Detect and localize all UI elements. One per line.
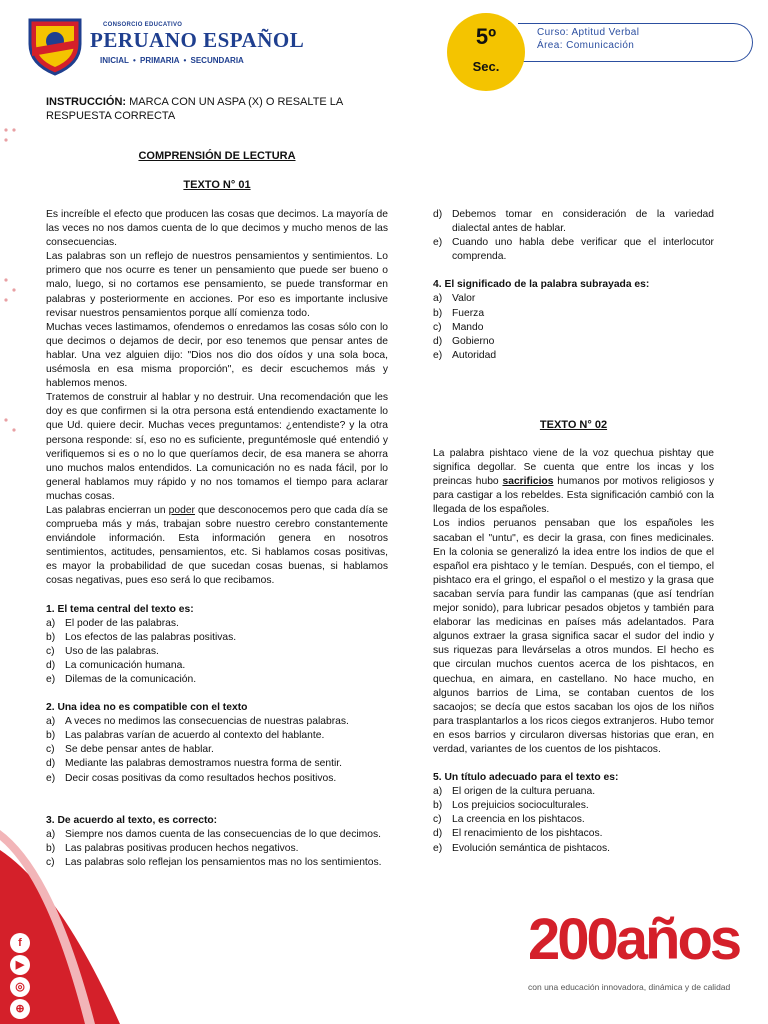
question-5-option[interactable] bbox=[433, 842, 714, 856]
school-shield-logo bbox=[24, 14, 86, 76]
instagram-icon[interactable]: ◎ bbox=[10, 977, 30, 997]
texto-2-paragraph bbox=[433, 447, 714, 517]
option-letter: e) bbox=[46, 772, 56, 784]
question-1-option[interactable] bbox=[46, 617, 388, 631]
question-1-option[interactable] bbox=[46, 673, 388, 687]
option-text: El poder de las palabras. bbox=[65, 617, 179, 629]
option-text: Las palabras varían de acuerdo al contexto del hablante. bbox=[65, 730, 325, 742]
instruction-text: MARCA CON UN ASPA (X) O RESALTE LA RESPUESTA CORRECTA bbox=[46, 96, 343, 122]
consortium-label: CONSORCIO EDUCATIVO bbox=[103, 22, 183, 28]
question-1-option[interactable] bbox=[46, 645, 388, 659]
option-text: El renacimiento de los pishtacos. bbox=[452, 828, 603, 840]
option-text: Las palabras solo reflejan los pensamientos mas no los sentimientos. bbox=[65, 856, 382, 868]
school-levels: INICIAL • PRIMARIA • SECUNDARIA bbox=[100, 56, 244, 65]
course-label: Curso: Aptitud Verbal bbox=[537, 27, 640, 38]
text-run: humanos por motivos religiosos y para castigar a los rebeldes. Esta significación cambió con la llegada de los españoles. bbox=[433, 476, 714, 516]
option-text: Decir cosas positivas da como resultados hechos positivos. bbox=[65, 772, 337, 784]
option-text: Se debe pensar antes de hablar. bbox=[65, 744, 214, 756]
option-text: Los prejuicios socioculturales. bbox=[452, 800, 589, 812]
question-1-option[interactable] bbox=[46, 631, 388, 645]
right-column bbox=[433, 208, 714, 363]
option-letter: b) bbox=[46, 842, 56, 854]
option-letter: c) bbox=[433, 814, 442, 826]
option-letter: d) bbox=[433, 335, 443, 347]
grade-badge bbox=[447, 13, 525, 91]
question-5-option[interactable] bbox=[433, 827, 714, 841]
option-text: Mediante las palabras demostramos nuestra forma de sentir. bbox=[65, 758, 343, 770]
underlined-word: poder bbox=[168, 504, 195, 516]
question-2-title: 2. Una idea no es compatible con el texto bbox=[46, 702, 248, 714]
option-letter: c) bbox=[46, 645, 55, 657]
option-letter: b) bbox=[46, 631, 56, 643]
question-2-option[interactable] bbox=[46, 757, 388, 771]
question-3-option[interactable] bbox=[433, 236, 714, 264]
option-text: A veces no medimos las consecuencias de nuestras palabras. bbox=[65, 716, 349, 728]
question-4-option[interactable] bbox=[433, 321, 714, 335]
question-2-option[interactable] bbox=[46, 772, 388, 786]
option-letter: b) bbox=[433, 800, 443, 812]
option-text: Debemos tomar en consideración de la variedad dialectal antes de hablar. bbox=[452, 209, 714, 235]
instruction bbox=[46, 95, 396, 123]
option-text: Los efectos de las palabras positivas. bbox=[65, 631, 237, 643]
school-name: PERUANO ESPAÑOL bbox=[90, 28, 305, 52]
question-5-option[interactable] bbox=[433, 799, 714, 813]
question-1-option[interactable] bbox=[46, 659, 388, 673]
left-column bbox=[46, 208, 388, 870]
question-1-title: 1. El tema central del texto es: bbox=[46, 603, 194, 615]
option-letter: c) bbox=[46, 856, 55, 868]
option-text: Siempre nos damos cuenta de las consecuencias de lo que decimos. bbox=[65, 828, 381, 840]
text-run: Las palabras encierran un bbox=[46, 504, 169, 516]
question-5-option[interactable] bbox=[433, 785, 714, 799]
decorative-dots bbox=[0, 120, 40, 520]
grade-section: Sec. bbox=[472, 59, 500, 74]
question-5-option[interactable] bbox=[433, 813, 714, 827]
question-3-title: 3. De acuerdo al texto, es correcto: bbox=[46, 814, 218, 826]
option-letter: a) bbox=[433, 786, 443, 798]
grade-number: 5º bbox=[475, 24, 497, 49]
option-letter: d) bbox=[433, 209, 443, 220]
option-letter: c) bbox=[46, 744, 55, 756]
option-letter: e) bbox=[433, 842, 443, 854]
option-letter: a) bbox=[433, 293, 443, 305]
question-4-option[interactable] bbox=[433, 349, 714, 363]
section-title: COMPRENSIÓN DE LECTURA bbox=[138, 150, 296, 162]
right-column-text2 bbox=[433, 447, 714, 856]
youtube-icon[interactable]: ▶ bbox=[10, 955, 30, 975]
underlined-word: sacrificios bbox=[502, 476, 554, 488]
option-text: La comunicación humana. bbox=[65, 659, 186, 671]
option-letter: d) bbox=[46, 758, 56, 770]
option-text: Dilemas de la comunicación. bbox=[65, 674, 197, 685]
texto-2-paragraph: Los indios peruanos pensaban que los españoles les sacaban el "untu", es decir la grasa, con fines medicinales. En la colonia se generalizó la idea entre los indios de que el español era pishtaco y le temían. Después, con el tiempo, el pishtaco era el gringo, el español o el mestizo y la grasa que sacaban servía para fundir las campanas (que así tendrían mejor sonido), para lubricar pesados objetos y también para elaborar las medicinas en países más adelantados. Para algunos extraer la grasa significa sacar el sudor del indio y sus riquezas para llevárselas a otros mundos. El hecho es que circulan muchos cuentos acerca de los pishtacos, en quechua, en aimara, en castellano. No hace mucho, en algunos barrios de Lima, se contaban cuentos de los sacaojos; se decía que estos sacaban los ojos de los niños para trasplantarlos a los ricos ciegos extranjeros. Hubo temor en esos barrios y circularon diversas historias que eran, en verdad, variantes de los cuentos de los pishtacos. bbox=[433, 518, 714, 755]
text-run: que desconocemos pero que cada día se comprueba más y más, trabajan sobre nuestro cerebro constantemente enviándole información. Esta información genera en nosotros sentimientos, actitudes, pensamientos, etc. Si hablamos cosas positivas, es mayor la probabilidad de que sucedan cosas buenas, si hablamos cosas negativas, pues eso será lo que recibamos. bbox=[46, 504, 388, 587]
option-text: Las palabras positivas producen hechos negativos. bbox=[65, 842, 299, 854]
option-text: Mando bbox=[452, 321, 484, 333]
text-run: La palabra pishtaco viene de la voz quechua pishtay que significa degollar. Se cuenta que entre los incas y los preincas hubo bbox=[433, 448, 714, 488]
texto-1-paragraph: Las palabras son un reflejo de nuestros pensamientos y sentimientos. Lo primero que nos ocurre es tener un pensamiento que puede ser bueno o malo, luego, si no cortamos ese pensamiento, se puede transformar en palabras y posteriormente en acciones. Por eso es importante inclusive revisar nuestros pensamientos porque allí comienza todo. bbox=[46, 251, 388, 319]
texto-1-paragraph: Es increíble el efecto que producen las cosas que decimos. La mayoría de las veces no nos damos cuenta de lo que decimos y mucho menos de las consecuencias. bbox=[46, 209, 388, 249]
option-letter: e) bbox=[433, 349, 443, 361]
question-4-title: 4. El significado de la palabra subrayada es: bbox=[433, 279, 650, 291]
texto-1-paragraph: Tratemos de construir al hablar y no destruir. Una recomendación que les doy es que confirmen si la otra persona está entendiendo exactamente lo que Ud. quiere decir. Muchas veces preguntamos: ¿entendiste? y la otra persona responde: sí, eso no es suficiente, preguntémosle qué entendió y verifiquemos si es o no lo que queríamos decir, de esa manera se ahorra uno muchos malos entendidos. La comunicación no es nada fácil, por lo general hablamos muy rápido y no nos tomamos el tiempo para aclarar muchas cosas. bbox=[46, 392, 388, 502]
option-letter: d) bbox=[46, 659, 56, 671]
question-2-option[interactable] bbox=[46, 743, 388, 757]
option-letter: e) bbox=[46, 674, 56, 685]
option-letter: c) bbox=[433, 321, 442, 333]
texto-1-title: TEXTO N° 01 bbox=[183, 179, 251, 191]
option-letter: d) bbox=[433, 828, 443, 840]
option-letter: e) bbox=[433, 237, 443, 249]
question-4-option[interactable] bbox=[433, 335, 714, 349]
question-2-option[interactable] bbox=[46, 715, 388, 729]
option-text: Uso de las palabras. bbox=[65, 645, 159, 657]
texto-1-paragraph bbox=[46, 504, 388, 589]
area-label: Área: Comunicación bbox=[537, 40, 635, 51]
option-text: Cuando uno habla debe verificar que el interlocutor comprenda. bbox=[452, 237, 714, 263]
option-text: Evolución semántica de pishtacos. bbox=[452, 842, 610, 854]
instruction-label: INSTRUCCIÓN: bbox=[46, 96, 127, 108]
option-text: Valor bbox=[452, 293, 476, 305]
option-letter: a) bbox=[46, 716, 56, 728]
anniversary-tagline: con una educación innovadora, dinámica y de calidad bbox=[528, 982, 731, 992]
texto-1-paragraph: Muchas veces lastimamos, ofendemos o enredamos las cosas sólo con lo que decimos o dejamos de decir, por eso tenemos que pensar antes de hablar. Una vez alguien dijo: "Dios nos dio dos oídos y una sola boca, usémosla en esa misma proporción", es decir escuchemos más y hablemos menos. bbox=[46, 321, 388, 390]
option-text: El origen de la cultura peruana. bbox=[452, 786, 596, 798]
option-text: Fuerza bbox=[452, 307, 485, 319]
web-icon[interactable]: ⊕ bbox=[10, 999, 30, 1019]
question-4-option[interactable] bbox=[433, 292, 714, 306]
option-letter: a) bbox=[46, 617, 56, 629]
question-3-option[interactable] bbox=[433, 208, 714, 236]
question-4-option[interactable] bbox=[433, 307, 714, 321]
option-letter: b) bbox=[46, 730, 56, 742]
option-text: La creencia en los pishtacos. bbox=[452, 814, 585, 826]
option-letter: a) bbox=[46, 828, 56, 840]
texto-2-title: TEXTO N° 02 bbox=[539, 419, 608, 431]
option-text: Gobierno bbox=[452, 335, 495, 347]
question-5-title: 5. Un título adecuado para el texto es: bbox=[433, 772, 619, 784]
option-letter: b) bbox=[433, 307, 443, 319]
anniversary-logo: 200años bbox=[528, 907, 740, 972]
facebook-icon[interactable]: f bbox=[10, 933, 30, 953]
option-text: Autoridad bbox=[452, 349, 497, 361]
question-2-option[interactable] bbox=[46, 729, 388, 743]
